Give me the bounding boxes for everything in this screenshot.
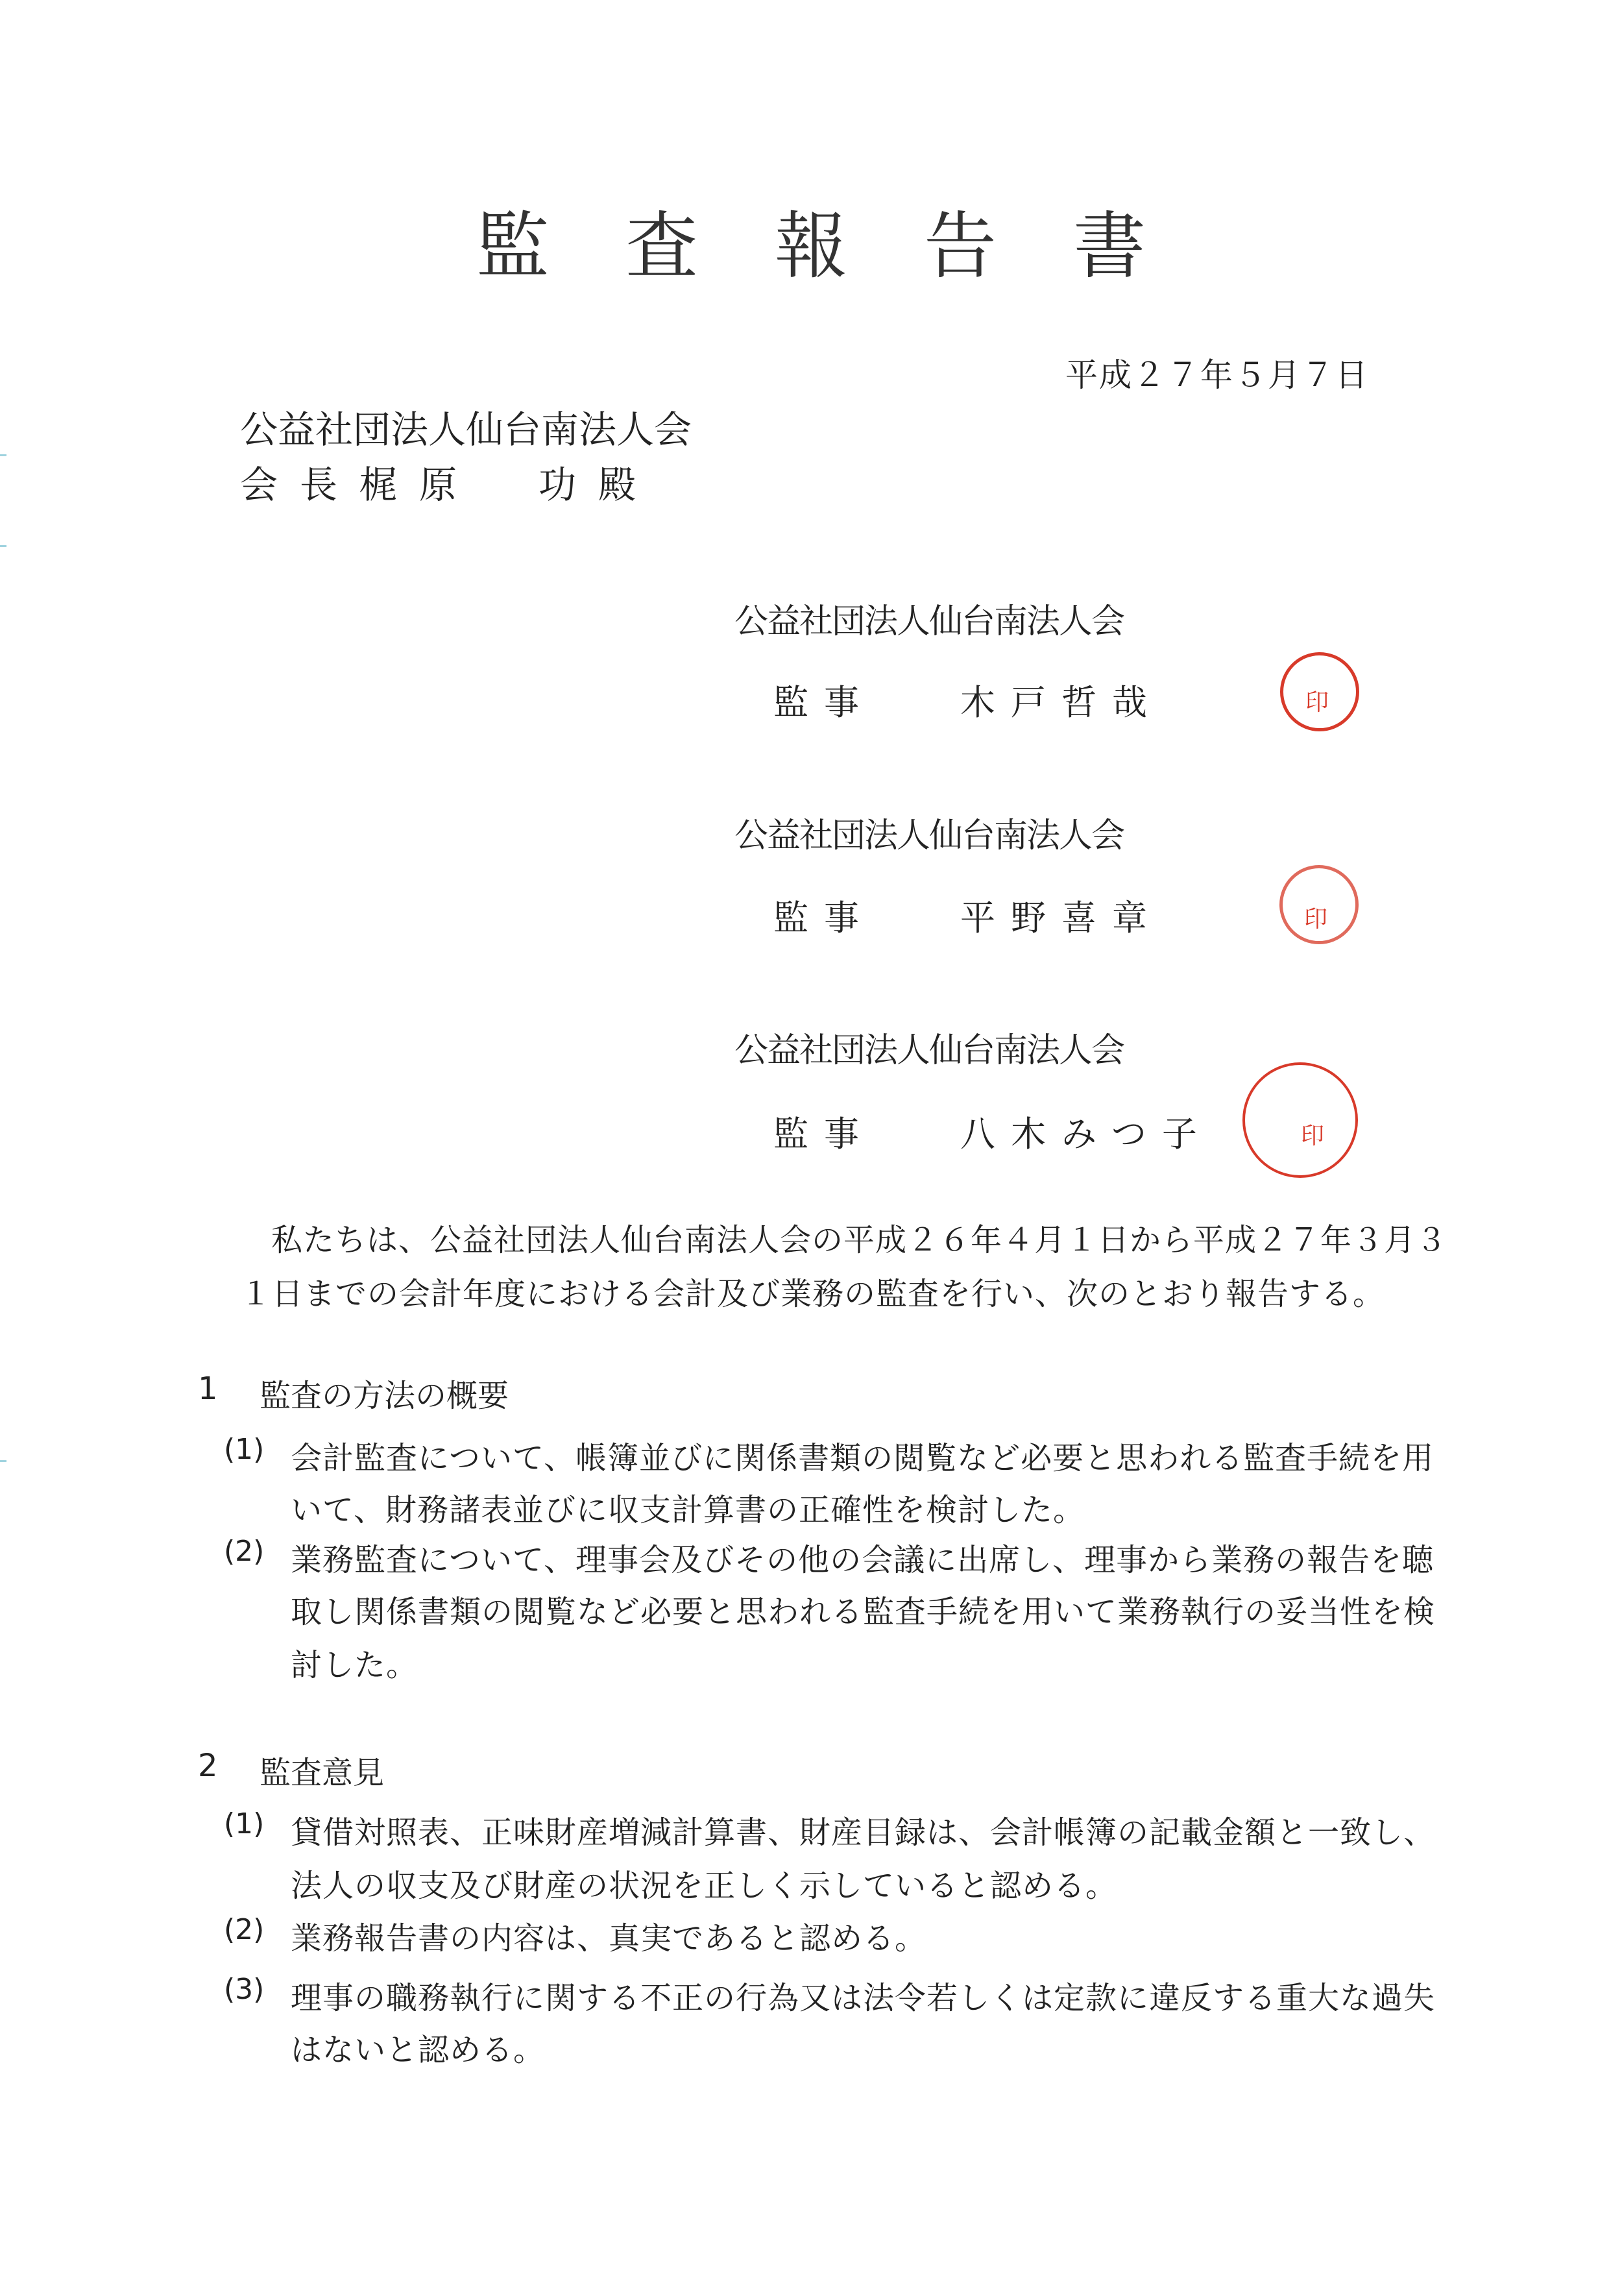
auditor-name: 平野喜章: [960, 898, 1163, 938]
addressee-recipient: 会長梶原 功殿: [240, 463, 659, 507]
item-line: はないと認める。: [291, 2032, 546, 2068]
item-line: 会計監査について、帳簿並びに関係書類の閲覧など必要と思われる監査手続を用: [291, 1440, 1434, 1476]
document-date: 平成２７年５月７日: [1065, 356, 1369, 394]
item-label: (3): [224, 1973, 265, 2006]
auditor-organization: 公益社団法人仙台南法人会: [734, 816, 1124, 855]
intro-line: 私たちは、公益社団法人仙台南法人会の平成２６年４月１日から平成２７年３月３: [271, 1222, 1448, 1258]
auditor-title: 監事: [773, 682, 875, 723]
auditor-title: 監事: [773, 898, 875, 938]
intro-line: １日までの会計年度における会計及び業務の監査を行い、次のとおり報告する。: [240, 1276, 1385, 1312]
section-heading: 監査意見: [260, 1755, 385, 1791]
auditor-name: 木戸哲哉: [960, 682, 1163, 723]
item-line: 取し関係書類の閲覧など必要と思われる監査手続を用いて業務執行の妥当性を検: [291, 1594, 1436, 1630]
item-line: 法人の収支及び財産の状況を正しく示していると認める。: [291, 1868, 1118, 1904]
item-label: (1): [224, 1807, 265, 1840]
section-number: 2: [198, 1748, 218, 1784]
addressee-organization: 公益社団法人仙台南法人会: [240, 408, 692, 452]
auditor-title: 監事: [773, 1114, 875, 1154]
item-line: いて、財務諸表並びに収支計算書の正確性を検討した。: [291, 1492, 1085, 1528]
scan-edge-mark: [0, 1460, 6, 1462]
auditor-organization: 公益社団法人仙台南法人会: [734, 602, 1124, 641]
section-heading: 監査の方法の概要: [260, 1378, 509, 1414]
section-number: 1: [198, 1371, 218, 1407]
item-line: 業務報告書の内容は、真実であると認める。: [291, 1920, 927, 1957]
seal-mark-text: 印: [1301, 1123, 1325, 1149]
document-title: 監査報告書: [476, 204, 1222, 289]
scan-edge-mark: [0, 454, 6, 456]
item-label: (1): [224, 1433, 265, 1466]
seal-mark-text: 印: [1304, 906, 1328, 933]
auditor-organization: 公益社団法人仙台南法人会: [734, 1031, 1124, 1070]
auditor-seal-stamp: [1242, 1062, 1358, 1178]
item-line: 理事の職務執行に関する不正の行為又は法令若しくは定款に違反する重大な過失: [291, 1980, 1436, 2016]
auditor-name: 八木みつ子: [960, 1114, 1213, 1154]
item-line: 業務監査について、理事会及びその他の会議に出席し、理事から業務の報告を聴: [291, 1542, 1434, 1578]
item-line: 貸借対照表、正味財産増減計算書、財産目録は、会計帳簿の記載金額と一致し、: [291, 1814, 1436, 1851]
item-line: 討した。: [291, 1647, 418, 1683]
item-label: (2): [224, 1535, 265, 1568]
item-label: (2): [224, 1913, 265, 1946]
seal-mark-text: 印: [1305, 689, 1329, 716]
scan-edge-mark: [0, 545, 6, 547]
